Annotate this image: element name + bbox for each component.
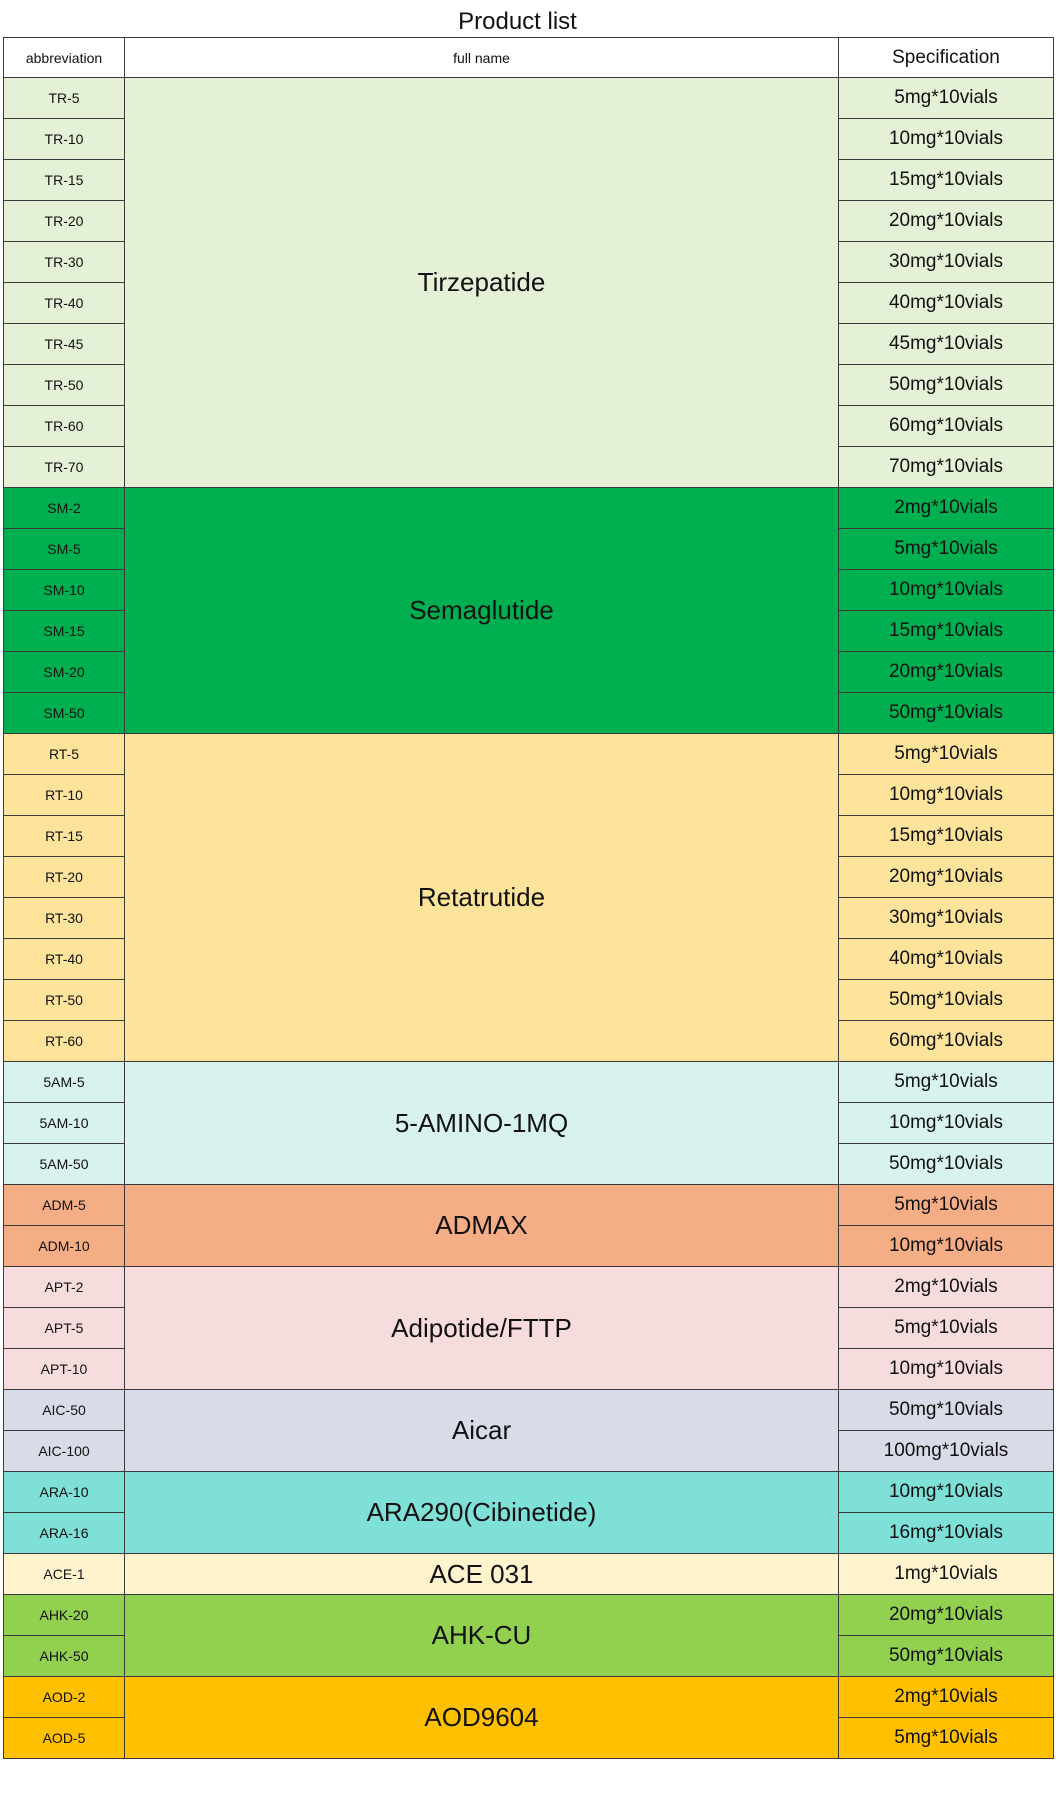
specification-cell: 2mg*10vials bbox=[839, 1677, 1054, 1718]
table-row bbox=[4, 1185, 1054, 1226]
full-name-cell: ACE 031 bbox=[125, 1554, 839, 1595]
full-name-cell: ADMAX bbox=[125, 1185, 839, 1267]
specification-cell: 10mg*10vials bbox=[839, 570, 1054, 611]
specification-cell: 50mg*10vials bbox=[839, 980, 1054, 1021]
abbreviation-cell: SM-15 bbox=[4, 611, 125, 652]
table-row bbox=[4, 78, 1054, 119]
specification-cell: 30mg*10vials bbox=[839, 898, 1054, 939]
abbreviation-cell: TR-45 bbox=[4, 324, 125, 365]
abbreviation-cell: APT-2 bbox=[4, 1267, 125, 1308]
abbreviation-cell: RT-60 bbox=[4, 1021, 125, 1062]
specification-cell: 10mg*10vials bbox=[839, 1349, 1054, 1390]
specification-cell: 10mg*10vials bbox=[839, 1226, 1054, 1267]
specification-cell: 5mg*10vials bbox=[839, 1718, 1054, 1759]
abbreviation-cell: AIC-100 bbox=[4, 1431, 125, 1472]
specification-cell: 5mg*10vials bbox=[839, 78, 1054, 119]
abbreviation-cell: 5AM-50 bbox=[4, 1144, 125, 1185]
table-body bbox=[4, 78, 1054, 1759]
abbreviation-cell: ACE-1 bbox=[4, 1554, 125, 1595]
table-row bbox=[4, 1267, 1054, 1308]
abbreviation-cell: ADM-10 bbox=[4, 1226, 125, 1267]
abbreviation-cell: AOD-5 bbox=[4, 1718, 125, 1759]
abbreviation-cell: ARA-16 bbox=[4, 1513, 125, 1554]
table-row bbox=[4, 1472, 1054, 1513]
abbreviation-cell: TR-15 bbox=[4, 160, 125, 201]
abbreviation-cell: RT-15 bbox=[4, 816, 125, 857]
abbreviation-cell: AIC-50 bbox=[4, 1390, 125, 1431]
specification-cell: 50mg*10vials bbox=[839, 1144, 1054, 1185]
abbreviation-cell: RT-10 bbox=[4, 775, 125, 816]
specification-cell: 10mg*10vials bbox=[839, 775, 1054, 816]
abbreviation-cell: TR-70 bbox=[4, 447, 125, 488]
full-name-cell: ARA290(Cibinetide) bbox=[125, 1472, 839, 1554]
abbreviation-cell: SM-50 bbox=[4, 693, 125, 734]
specification-cell: 15mg*10vials bbox=[839, 160, 1054, 201]
specification-cell: 40mg*10vials bbox=[839, 283, 1054, 324]
abbreviation-cell: RT-30 bbox=[4, 898, 125, 939]
abbreviation-cell: SM-5 bbox=[4, 529, 125, 570]
abbreviation-cell: ADM-5 bbox=[4, 1185, 125, 1226]
table-row bbox=[4, 734, 1054, 775]
abbreviation-cell: APT-5 bbox=[4, 1308, 125, 1349]
specification-cell: 45mg*10vials bbox=[839, 324, 1054, 365]
abbreviation-cell: AOD-2 bbox=[4, 1677, 125, 1718]
specification-cell: 10mg*10vials bbox=[839, 1103, 1054, 1144]
header-specification: Specification bbox=[839, 38, 1054, 78]
abbreviation-cell: RT-20 bbox=[4, 857, 125, 898]
abbreviation-cell: TR-40 bbox=[4, 283, 125, 324]
abbreviation-cell: TR-5 bbox=[4, 78, 125, 119]
full-name-cell: Aicar bbox=[125, 1390, 839, 1472]
specification-cell: 40mg*10vials bbox=[839, 939, 1054, 980]
abbreviation-cell: 5AM-5 bbox=[4, 1062, 125, 1103]
specification-cell: 20mg*10vials bbox=[839, 1595, 1054, 1636]
abbreviation-cell: RT-5 bbox=[4, 734, 125, 775]
abbreviation-cell: APT-10 bbox=[4, 1349, 125, 1390]
abbreviation-cell: TR-20 bbox=[4, 201, 125, 242]
specification-cell: 2mg*10vials bbox=[839, 1267, 1054, 1308]
specification-cell: 20mg*10vials bbox=[839, 652, 1054, 693]
full-name-cell: Retatrutide bbox=[125, 734, 839, 1062]
full-name-cell: 5-AMINO-1MQ bbox=[125, 1062, 839, 1185]
specification-cell: 50mg*10vials bbox=[839, 1636, 1054, 1677]
specification-cell: 20mg*10vials bbox=[839, 201, 1054, 242]
table-row bbox=[4, 1390, 1054, 1431]
abbreviation-cell: RT-40 bbox=[4, 939, 125, 980]
abbreviation-cell: AHK-20 bbox=[4, 1595, 125, 1636]
abbreviation-cell: TR-10 bbox=[4, 119, 125, 160]
table-row bbox=[4, 1554, 1054, 1595]
specification-cell: 15mg*10vials bbox=[839, 611, 1054, 652]
full-name-cell: AHK-CU bbox=[125, 1595, 839, 1677]
abbreviation-cell: SM-2 bbox=[4, 488, 125, 529]
full-name-cell: Semaglutide bbox=[125, 488, 839, 734]
specification-cell: 5mg*10vials bbox=[839, 529, 1054, 570]
abbreviation-cell: SM-10 bbox=[4, 570, 125, 611]
specification-cell: 5mg*10vials bbox=[839, 1062, 1054, 1103]
specification-cell: 5mg*10vials bbox=[839, 734, 1054, 775]
specification-cell: 5mg*10vials bbox=[839, 1185, 1054, 1226]
specification-cell: 70mg*10vials bbox=[839, 447, 1054, 488]
specification-cell: 1mg*10vials bbox=[839, 1554, 1054, 1595]
specification-cell: 2mg*10vials bbox=[839, 488, 1054, 529]
specification-cell: 50mg*10vials bbox=[839, 693, 1054, 734]
abbreviation-cell: 5AM-10 bbox=[4, 1103, 125, 1144]
header-row bbox=[4, 38, 1054, 78]
specification-cell: 10mg*10vials bbox=[839, 119, 1054, 160]
full-name-cell: AOD9604 bbox=[125, 1677, 839, 1759]
table-row bbox=[4, 1062, 1054, 1103]
abbreviation-cell: RT-50 bbox=[4, 980, 125, 1021]
abbreviation-cell: ARA-10 bbox=[4, 1472, 125, 1513]
abbreviation-cell: TR-60 bbox=[4, 406, 125, 447]
header-abbreviation: abbreviation bbox=[4, 38, 125, 78]
specification-cell: 60mg*10vials bbox=[839, 406, 1054, 447]
full-name-cell: Tirzepatide bbox=[125, 78, 839, 488]
abbreviation-cell: AHK-50 bbox=[4, 1636, 125, 1677]
abbreviation-cell: TR-50 bbox=[4, 365, 125, 406]
table-row bbox=[4, 1677, 1054, 1718]
product-table bbox=[3, 37, 1054, 1759]
specification-cell: 20mg*10vials bbox=[839, 857, 1054, 898]
specification-cell: 30mg*10vials bbox=[839, 242, 1054, 283]
abbreviation-cell: TR-30 bbox=[4, 242, 125, 283]
specification-cell: 5mg*10vials bbox=[839, 1308, 1054, 1349]
full-name-cell: Adipotide/FTTP bbox=[125, 1267, 839, 1390]
specification-cell: 10mg*10vials bbox=[839, 1472, 1054, 1513]
specification-cell: 60mg*10vials bbox=[839, 1021, 1054, 1062]
table-row bbox=[4, 1595, 1054, 1636]
page-title: Product list bbox=[458, 8, 577, 35]
abbreviation-cell: SM-20 bbox=[4, 652, 125, 693]
specification-cell: 50mg*10vials bbox=[839, 365, 1054, 406]
header-full-name: full name bbox=[125, 38, 839, 78]
table-row bbox=[4, 488, 1054, 529]
specification-cell: 50mg*10vials bbox=[839, 1390, 1054, 1431]
specification-cell: 15mg*10vials bbox=[839, 816, 1054, 857]
specification-cell: 100mg*10vials bbox=[839, 1431, 1054, 1472]
specification-cell: 16mg*10vials bbox=[839, 1513, 1054, 1554]
